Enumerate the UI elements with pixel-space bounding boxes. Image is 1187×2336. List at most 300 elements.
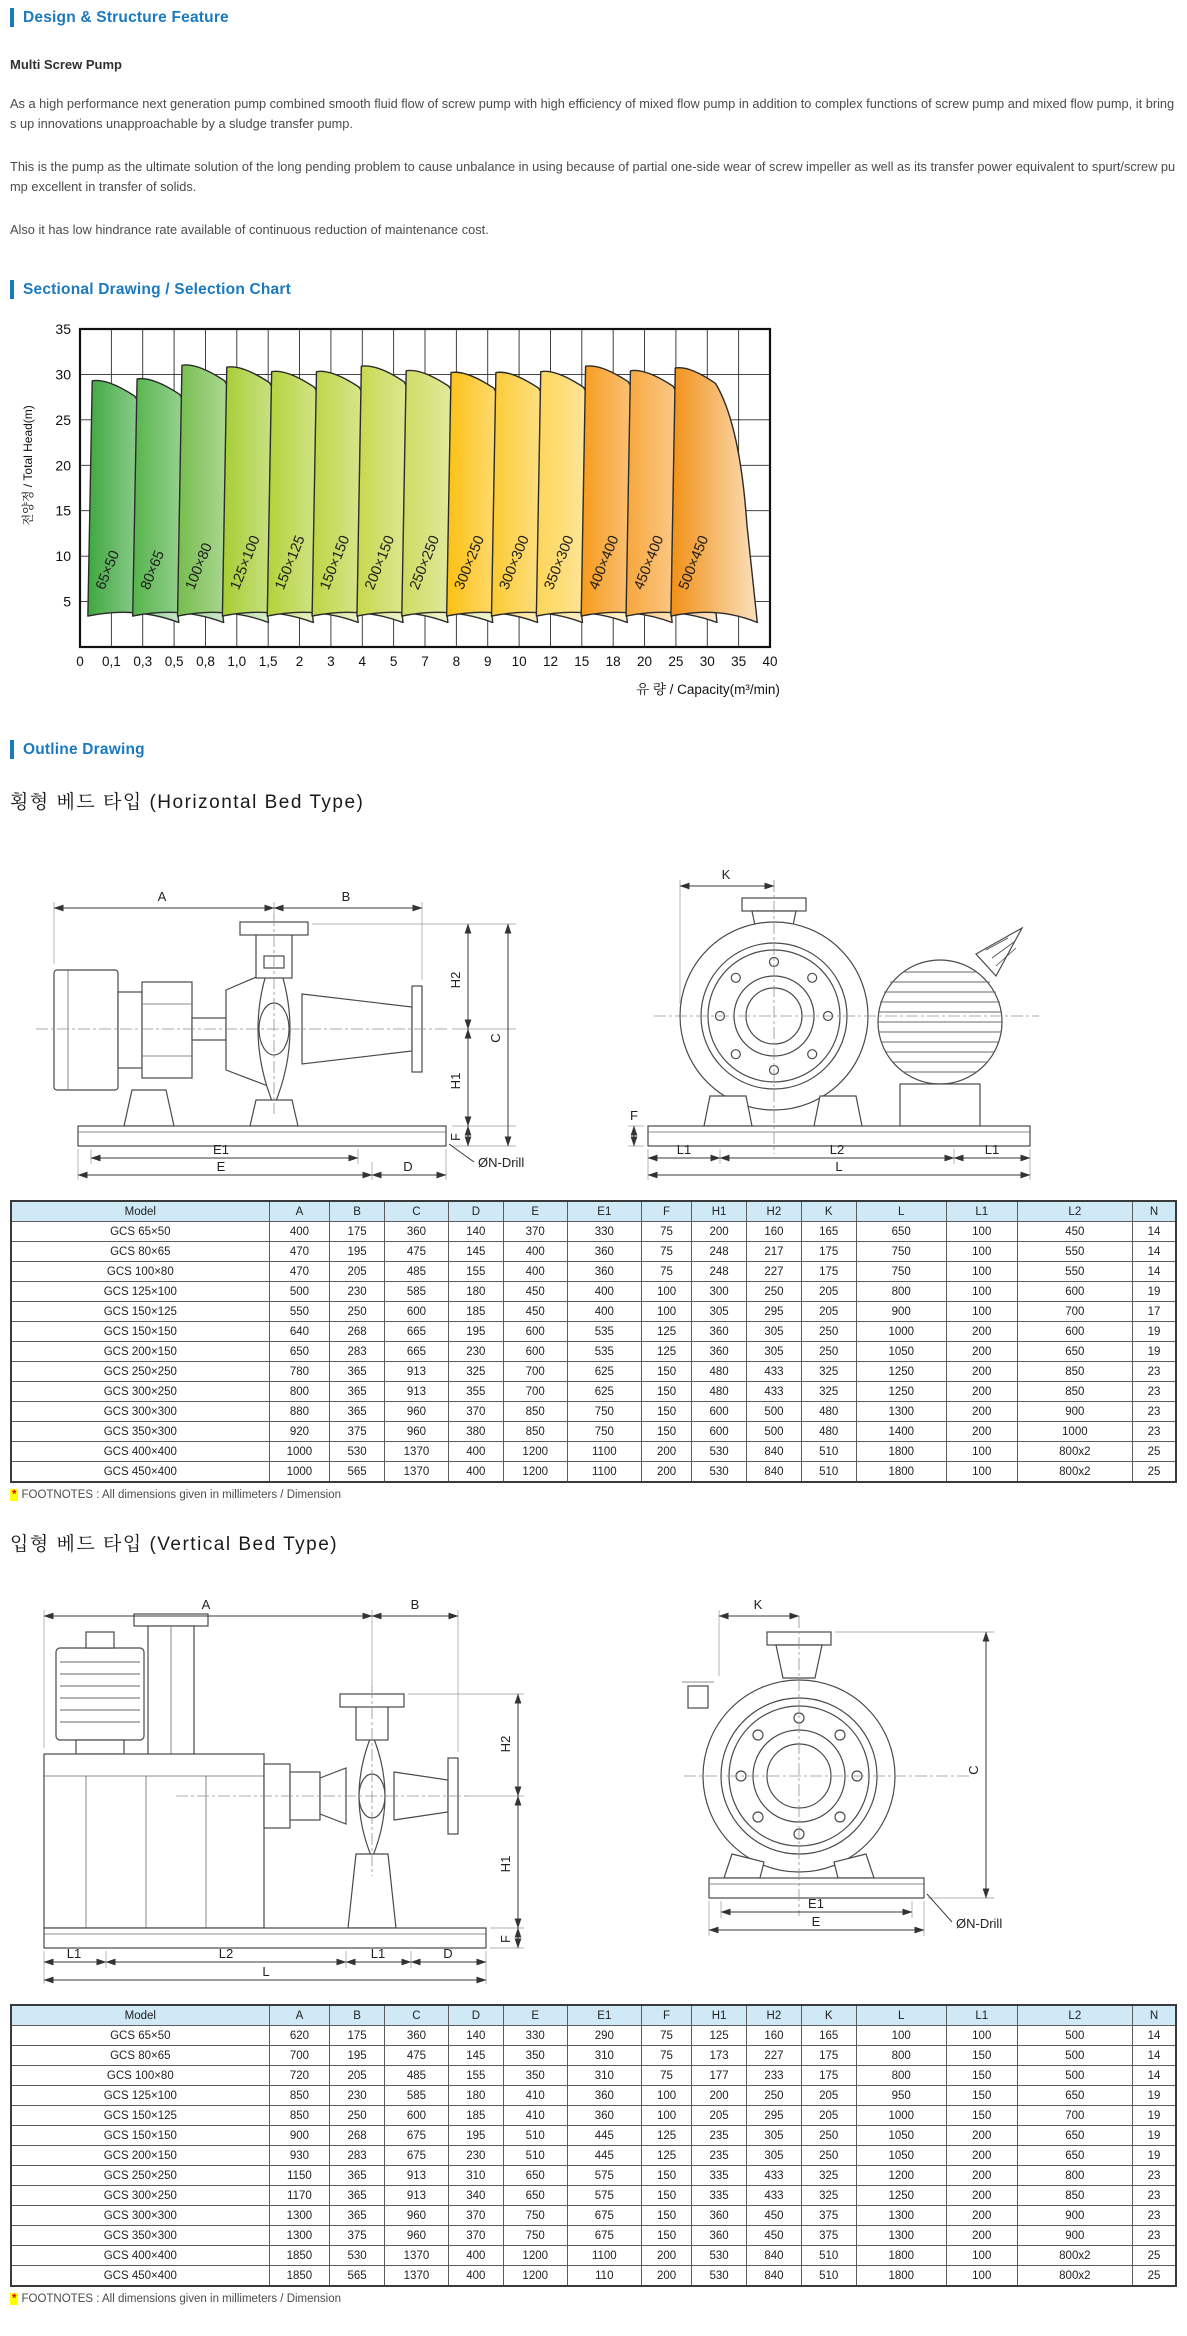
column-header-e1: E1 bbox=[567, 2005, 641, 2026]
svg-text:0,8: 0,8 bbox=[196, 654, 215, 670]
column-header-h2: H2 bbox=[747, 1201, 802, 1222]
svg-text:20: 20 bbox=[55, 457, 71, 474]
dim-label-K: K bbox=[753, 1597, 763, 1613]
x-axis-title: 유 량 / Capacity(m³/min) bbox=[636, 682, 780, 698]
table-row bbox=[11, 2066, 1176, 2086]
dimension-cell: 850 bbox=[269, 2106, 330, 2126]
column-header-l2: L2 bbox=[1017, 2005, 1132, 2026]
dimension-cell: 450 bbox=[747, 2206, 802, 2226]
dimension-cell: 140 bbox=[448, 2026, 503, 2046]
svg-text:35: 35 bbox=[731, 654, 747, 670]
dimension-cell: 530 bbox=[692, 2266, 747, 2287]
table-row bbox=[11, 1222, 1176, 1242]
dimension-cell: 485 bbox=[384, 2066, 448, 2086]
dimension-cell: 310 bbox=[448, 2166, 503, 2186]
dimension-cell: 283 bbox=[330, 2146, 385, 2166]
dimension-cell: 227 bbox=[747, 1262, 802, 1282]
region-label: 300×250 bbox=[451, 533, 488, 593]
dimension-cell: 295 bbox=[747, 2106, 802, 2126]
pump-outline bbox=[682, 1632, 924, 1898]
model-cell: GCS 450×400 bbox=[11, 1462, 269, 1483]
dimension-cell: 700 bbox=[1017, 1302, 1132, 1322]
table-row bbox=[11, 1302, 1176, 1322]
dimension-cell: 375 bbox=[801, 2226, 856, 2246]
dimension-cell: 1200 bbox=[503, 2246, 567, 2266]
dimension-cell: 500 bbox=[269, 1282, 330, 1302]
dimension-cell: 14 bbox=[1133, 1262, 1177, 1282]
dim-label-H2: H2 bbox=[448, 972, 463, 989]
dimension-cell: 450 bbox=[1017, 1222, 1132, 1242]
dimension-cell: 530 bbox=[692, 1442, 747, 1462]
dimension-cell: 400 bbox=[503, 1262, 567, 1282]
dimension-cell: 150 bbox=[641, 1402, 691, 1422]
dimension-cell: 14 bbox=[1133, 2046, 1177, 2066]
dimension-cell: 900 bbox=[856, 1302, 946, 1322]
dimension-cell: 625 bbox=[567, 1382, 641, 1402]
dimension-cell: 23 bbox=[1133, 2186, 1177, 2206]
dimension-cell: 600 bbox=[1017, 1322, 1132, 1342]
dimension-cell: 400 bbox=[567, 1282, 641, 1302]
dimension-cell: 365 bbox=[330, 2206, 385, 2226]
dimension-cell: 700 bbox=[503, 1382, 567, 1402]
dimension-cell: 200 bbox=[946, 1402, 1017, 1422]
dim-label-E1: E1 bbox=[213, 1142, 229, 1158]
svg-text:10: 10 bbox=[55, 548, 71, 565]
table-row bbox=[11, 1282, 1176, 1302]
dimension-cell: 75 bbox=[641, 1222, 691, 1242]
svg-text:5: 5 bbox=[63, 593, 71, 610]
table-header-row bbox=[11, 2005, 1176, 2026]
dimension-cell: 445 bbox=[567, 2126, 641, 2146]
dimension-cell: 180 bbox=[448, 2086, 503, 2106]
dimension-cell: 165 bbox=[801, 2026, 856, 2046]
table-row bbox=[11, 1422, 1176, 1442]
dimension-cell: 920 bbox=[269, 1422, 330, 1442]
dimension-cell: 100 bbox=[641, 1282, 691, 1302]
dimension-cell: 227 bbox=[747, 2046, 802, 2066]
dimension-cell: 217 bbox=[747, 1242, 802, 1262]
dimension-cell: 205 bbox=[801, 2106, 856, 2126]
dimension-cell: 700 bbox=[269, 2046, 330, 2066]
dimension-cell: 365 bbox=[330, 1362, 385, 1382]
table-row bbox=[11, 2086, 1176, 2106]
dimension-cell: 283 bbox=[330, 1342, 385, 1362]
region-label: 400×400 bbox=[586, 533, 623, 593]
dimension-cell: 600 bbox=[692, 1402, 747, 1422]
model-cell: GCS 250×250 bbox=[11, 1362, 269, 1382]
dimension-cell: 335 bbox=[692, 2166, 747, 2186]
region-label: 200×150 bbox=[362, 533, 399, 593]
dimension-cell: 100 bbox=[641, 2086, 691, 2106]
dimension-cell: 200 bbox=[946, 2206, 1017, 2226]
selection-chart bbox=[18, 315, 790, 701]
dimension-cell: 450 bbox=[503, 1282, 567, 1302]
dimension-cell: 19 bbox=[1133, 1282, 1177, 1302]
dimension-cell: 850 bbox=[1017, 1362, 1132, 1382]
dimension-cell: 675 bbox=[567, 2226, 641, 2246]
table-row bbox=[11, 2206, 1176, 2226]
column-header-l1: L1 bbox=[946, 2005, 1017, 2026]
dimension-cell: 900 bbox=[1017, 2226, 1132, 2246]
column-header-model: Model bbox=[11, 2005, 269, 2026]
dimension-cell: 185 bbox=[448, 1302, 503, 1322]
dim-label-L2: L2 bbox=[829, 1142, 845, 1158]
accent-bar bbox=[10, 280, 14, 299]
dimension-cell: 150 bbox=[641, 2206, 691, 2226]
dimension-cell: 23 bbox=[1133, 2226, 1177, 2246]
model-cell: GCS 300×250 bbox=[11, 2186, 269, 2206]
dimension-cell: 840 bbox=[747, 1442, 802, 1462]
dimension-cell: 175 bbox=[801, 1262, 856, 1282]
section-header-sectional bbox=[10, 280, 1177, 299]
dimension-cell: 19 bbox=[1133, 2086, 1177, 2106]
dimension-cell: 433 bbox=[747, 2186, 802, 2206]
dimension-cell: 19 bbox=[1133, 1322, 1177, 1342]
dimension-cell: 850 bbox=[1017, 2186, 1132, 2206]
dimension-cell: 155 bbox=[448, 1262, 503, 1282]
dimension-cell: 800 bbox=[856, 2066, 946, 2086]
dimension-cell: 325 bbox=[448, 1362, 503, 1382]
dim-label-F: F bbox=[448, 1133, 463, 1142]
dimension-cell: 565 bbox=[330, 2266, 385, 2287]
table-row bbox=[11, 2166, 1176, 2186]
product-subtitle: Multi Screw Pump bbox=[10, 57, 122, 72]
dim-label-L2: L2 bbox=[218, 1946, 234, 1962]
dimension-cell: 23 bbox=[1133, 1402, 1177, 1422]
dimension-cell: 205 bbox=[801, 2086, 856, 2106]
section-title: Sectional Drawing / Selection Chart bbox=[23, 280, 291, 298]
table-row bbox=[11, 1382, 1176, 1402]
svg-text:15: 15 bbox=[574, 654, 590, 670]
dimension-cell: 100 bbox=[641, 2106, 691, 2126]
table-row bbox=[11, 2246, 1176, 2266]
dimension-cell: 1850 bbox=[269, 2266, 330, 2287]
dimension-cell: 75 bbox=[641, 2066, 691, 2086]
table-row bbox=[11, 2146, 1176, 2166]
dimension-cell: 750 bbox=[567, 1422, 641, 1442]
dimension-cell: 375 bbox=[801, 2206, 856, 2226]
dimension-cell: 480 bbox=[692, 1362, 747, 1382]
dimension-cell: 140 bbox=[448, 1222, 503, 1242]
dimension-cell: 150 bbox=[946, 2066, 1017, 2086]
dimension-cell: 913 bbox=[384, 1382, 448, 1402]
dimension-cell: 650 bbox=[1017, 2086, 1132, 2106]
dimension-cell: 175 bbox=[801, 2046, 856, 2066]
model-cell: GCS 300×250 bbox=[11, 1382, 269, 1402]
dimension-cell: 100 bbox=[946, 1242, 1017, 1262]
dimension-cell: 1100 bbox=[567, 2246, 641, 2266]
dimension-cell: 800 bbox=[856, 1282, 946, 1302]
dimension-cell: 1200 bbox=[503, 1462, 567, 1483]
svg-text:25: 25 bbox=[55, 412, 71, 429]
dimension-cell: 360 bbox=[567, 1262, 641, 1282]
dimension-cell: 14 bbox=[1133, 1242, 1177, 1262]
dim-label-H2: H2 bbox=[498, 1736, 513, 1753]
dimension-cell: 200 bbox=[641, 1442, 691, 1462]
column-header-c: C bbox=[384, 1201, 448, 1222]
dimension-cell: 250 bbox=[801, 1342, 856, 1362]
dimension-cell: 375 bbox=[330, 2226, 385, 2246]
dim-label-A: A bbox=[201, 1597, 211, 1613]
svg-text:1,5: 1,5 bbox=[258, 654, 278, 670]
dimension-cell: 23 bbox=[1133, 1362, 1177, 1382]
dimension-cell: 400 bbox=[448, 1442, 503, 1462]
dimension-cell: 325 bbox=[801, 2186, 856, 2206]
dimension-cell: 268 bbox=[330, 1322, 385, 1342]
horizontal-drawings bbox=[10, 844, 1177, 1182]
column-header-a: A bbox=[269, 1201, 330, 1222]
column-header-b: B bbox=[330, 2005, 385, 2026]
dimension-cell: 1300 bbox=[269, 2226, 330, 2246]
dimension-cell: 340 bbox=[448, 2186, 503, 2206]
dimension-cell: 200 bbox=[946, 1422, 1017, 1442]
footnote bbox=[10, 1489, 1177, 1501]
svg-text:7: 7 bbox=[421, 654, 429, 670]
dimension-cell: 25 bbox=[1133, 2266, 1177, 2287]
dimension-cell: 195 bbox=[330, 1242, 385, 1262]
dimension-cell: 1100 bbox=[567, 1462, 641, 1483]
dimension-cell: 375 bbox=[330, 1422, 385, 1442]
dimension-cell: 470 bbox=[269, 1242, 330, 1262]
dimension-cell: 200 bbox=[946, 1342, 1017, 1362]
dimension-cell: 233 bbox=[747, 2066, 802, 2086]
dimension-cell: 1000 bbox=[269, 1462, 330, 1483]
dimension-cell: 665 bbox=[384, 1322, 448, 1342]
dimension-cell: 650 bbox=[1017, 2126, 1132, 2146]
dimension-cell: 500 bbox=[1017, 2026, 1132, 2046]
model-cell: GCS 400×400 bbox=[11, 2246, 269, 2266]
model-cell: GCS 150×150 bbox=[11, 1322, 269, 1342]
dimension-cell: 305 bbox=[747, 1322, 802, 1342]
dimension-cell: 550 bbox=[1017, 1242, 1132, 1262]
region-label: 300×300 bbox=[496, 533, 533, 593]
dimension-cell: 1250 bbox=[856, 1362, 946, 1382]
svg-text:0,1: 0,1 bbox=[101, 654, 121, 670]
svg-text:5: 5 bbox=[389, 654, 398, 670]
column-header-e1: E1 bbox=[567, 1201, 641, 1222]
column-header-h1: H1 bbox=[692, 2005, 747, 2026]
dimension-cell: 200 bbox=[692, 2086, 747, 2106]
dimension-cell: 650 bbox=[503, 2186, 567, 2206]
svg-text:12: 12 bbox=[542, 654, 558, 670]
dimension-cell: 500 bbox=[1017, 2046, 1132, 2066]
dimension-cell: 200 bbox=[946, 2146, 1017, 2166]
dimension-cell: 173 bbox=[692, 2046, 747, 2066]
dimension-cell: 330 bbox=[567, 1222, 641, 1242]
dimension-cell: 14 bbox=[1133, 1222, 1177, 1242]
dimension-cell: 305 bbox=[747, 2146, 802, 2166]
dimension-cell: 325 bbox=[801, 1362, 856, 1382]
dimension-cell: 575 bbox=[567, 2166, 641, 2186]
dimension-cell: 433 bbox=[747, 2166, 802, 2186]
svg-text:3: 3 bbox=[327, 654, 335, 670]
dimension-cell: 700 bbox=[503, 1362, 567, 1382]
dimension-cell: 410 bbox=[503, 2086, 567, 2106]
dimension-cell: 330 bbox=[503, 2026, 567, 2046]
table-row bbox=[11, 2126, 1176, 2146]
dimension-cell: 433 bbox=[747, 1362, 802, 1382]
dimension-cell: 445 bbox=[567, 2146, 641, 2166]
dimension-cell: 400 bbox=[503, 1242, 567, 1262]
dimension-cell: 960 bbox=[384, 1402, 448, 1422]
dimension-cell: 1300 bbox=[856, 1402, 946, 1422]
table-row bbox=[11, 2266, 1176, 2287]
dimension-cell: 305 bbox=[747, 2126, 802, 2146]
dimension-cell: 230 bbox=[330, 2086, 385, 2106]
table-header-row bbox=[11, 1201, 1176, 1222]
dimension-cell: 640 bbox=[269, 1322, 330, 1342]
dimension-cell: 205 bbox=[692, 2106, 747, 2126]
dimension-cell: 360 bbox=[567, 1242, 641, 1262]
dim-label-H1: H1 bbox=[498, 1856, 513, 1873]
dimension-cell: 100 bbox=[856, 2026, 946, 2046]
dimension-cell: 125 bbox=[641, 1322, 691, 1342]
dimension-cell: 150 bbox=[946, 2106, 1017, 2126]
dimension-cell: 125 bbox=[641, 2126, 691, 2146]
dimension-cell: 625 bbox=[567, 1362, 641, 1382]
dimension-cell: 675 bbox=[384, 2126, 448, 2146]
dimension-cell: 100 bbox=[641, 1302, 691, 1322]
model-cell: GCS 150×125 bbox=[11, 1302, 269, 1322]
svg-text:0,5: 0,5 bbox=[164, 654, 184, 670]
dim-label-L1: L1 bbox=[370, 1946, 386, 1962]
dimension-cell: 850 bbox=[503, 1422, 567, 1442]
svg-text:4: 4 bbox=[358, 654, 367, 670]
vertical-side-drawing bbox=[16, 1586, 576, 1986]
model-cell: GCS 150×125 bbox=[11, 2106, 269, 2126]
horizontal-bed-heading: 횡형 베드 타입 (Horizontal Bed Type) bbox=[10, 792, 365, 814]
dimension-cell: 160 bbox=[747, 2026, 802, 2046]
dimension-cell: 1000 bbox=[269, 1442, 330, 1462]
dimension-cell: 450 bbox=[747, 2226, 802, 2246]
dimension-cell: 510 bbox=[503, 2146, 567, 2166]
dimension-cell: 75 bbox=[641, 1242, 691, 1262]
dimension-cell: 400 bbox=[448, 1462, 503, 1483]
dimension-cell: 530 bbox=[692, 2246, 747, 2266]
dimension-cell: 1850 bbox=[269, 2246, 330, 2266]
dimension-cell: 160 bbox=[747, 1222, 802, 1242]
dimension-cell: 850 bbox=[1017, 1382, 1132, 1402]
column-header-f: F bbox=[641, 1201, 691, 1222]
dim-label-H1: H1 bbox=[448, 1073, 463, 1090]
dimension-cell: 305 bbox=[692, 1302, 747, 1322]
dimension-cell: 100 bbox=[946, 1442, 1017, 1462]
dimension-cell: 750 bbox=[856, 1242, 946, 1262]
dimension-cell: 650 bbox=[269, 1342, 330, 1362]
dimension-cell: 1200 bbox=[856, 2166, 946, 2186]
dimension-cell: 360 bbox=[692, 2206, 747, 2226]
column-header-f: F bbox=[641, 2005, 691, 2026]
dimension-cell: 750 bbox=[856, 1262, 946, 1282]
vertical-bed-dimension-table bbox=[10, 2004, 1177, 2287]
table-row bbox=[11, 1242, 1176, 1262]
column-header-c: C bbox=[384, 2005, 448, 2026]
horizontal-side-drawing bbox=[16, 844, 576, 1182]
column-header-d: D bbox=[448, 1201, 503, 1222]
table-row bbox=[11, 1402, 1176, 1422]
dimension-cell: 365 bbox=[330, 1402, 385, 1422]
dimension-cell: 550 bbox=[1017, 1262, 1132, 1282]
dimension-cell: 800 bbox=[856, 2046, 946, 2066]
dimension-cell: 360 bbox=[692, 1342, 747, 1362]
dimension-cell: 175 bbox=[330, 2026, 385, 2046]
svg-text:30: 30 bbox=[699, 654, 715, 670]
dimension-cell: 150 bbox=[641, 1382, 691, 1402]
dimension-cell: 550 bbox=[269, 1302, 330, 1322]
dimension-cell: 1370 bbox=[384, 1462, 448, 1483]
column-header-n: N bbox=[1133, 2005, 1177, 2026]
model-cell: GCS 100×80 bbox=[11, 2066, 269, 2086]
dimension-cell: 1150 bbox=[269, 2166, 330, 2186]
dimension-cell: 1200 bbox=[503, 1442, 567, 1462]
dimension-cell: 230 bbox=[448, 1342, 503, 1362]
model-cell: GCS 200×150 bbox=[11, 1342, 269, 1362]
svg-text:1,0: 1,0 bbox=[227, 654, 247, 670]
dimension-cell: 675 bbox=[384, 2146, 448, 2166]
dim-label-D: D bbox=[403, 1159, 413, 1175]
dim-label-E: E bbox=[811, 1914, 821, 1930]
dimension-cell: 510 bbox=[801, 1462, 856, 1483]
dimension-cell: 235 bbox=[692, 2146, 747, 2166]
dimension-cell: 1800 bbox=[856, 2246, 946, 2266]
column-header-a: A bbox=[269, 2005, 330, 2026]
model-cell: GCS 350×300 bbox=[11, 1422, 269, 1442]
dim-label-E: E bbox=[216, 1159, 226, 1175]
dimension-cell: 950 bbox=[856, 2086, 946, 2106]
region-label: 150×150 bbox=[317, 533, 354, 593]
region-label: 150×125 bbox=[272, 533, 309, 593]
dimension-cell: 1000 bbox=[856, 1322, 946, 1342]
column-header-model: Model bbox=[11, 1201, 269, 1222]
model-cell: GCS 80×65 bbox=[11, 2046, 269, 2066]
dimension-cell: 510 bbox=[801, 1442, 856, 1462]
pump-outline bbox=[54, 922, 446, 1146]
dim-label-L: L bbox=[835, 1159, 843, 1175]
dimension-cell: 880 bbox=[269, 1402, 330, 1422]
dimension-cell: 1370 bbox=[384, 1442, 448, 1462]
dimension-cell: 365 bbox=[330, 1382, 385, 1402]
dimension-cell: 600 bbox=[692, 1422, 747, 1442]
dimension-cell: 23 bbox=[1133, 2166, 1177, 2186]
dimension-cell: 450 bbox=[503, 1302, 567, 1322]
model-cell: GCS 450×400 bbox=[11, 2266, 269, 2287]
model-cell: GCS 65×50 bbox=[11, 2026, 269, 2046]
dimension-cell: 600 bbox=[503, 1342, 567, 1362]
dimension-cell: 360 bbox=[567, 2106, 641, 2126]
dimension-cell: 650 bbox=[503, 2166, 567, 2186]
dim-label-D: D bbox=[443, 1946, 453, 1962]
table-row bbox=[11, 1322, 1176, 1342]
dim-label-C: C bbox=[966, 1765, 981, 1776]
dimension-cell: 360 bbox=[692, 2226, 747, 2246]
dimension-cell: 850 bbox=[503, 1402, 567, 1422]
table-row bbox=[11, 2046, 1176, 2066]
dimension-cell: 600 bbox=[384, 2106, 448, 2126]
dimension-cell: 480 bbox=[801, 1422, 856, 1442]
dimension-cell: 205 bbox=[330, 1262, 385, 1282]
dim-label-E1: E1 bbox=[808, 1896, 824, 1912]
dimension-cell: 100 bbox=[946, 1462, 1017, 1483]
dimension-cell: 650 bbox=[1017, 2146, 1132, 2166]
column-header-l: L bbox=[856, 1201, 946, 1222]
dimension-cell: 175 bbox=[801, 1242, 856, 1262]
dimension-cell: 900 bbox=[1017, 2206, 1132, 2226]
dimension-cell: 75 bbox=[641, 1262, 691, 1282]
dimension-cell: 125 bbox=[641, 1342, 691, 1362]
dimension-cell: 913 bbox=[384, 2166, 448, 2186]
y-tick-labels bbox=[55, 321, 71, 610]
dimension-cell: 510 bbox=[801, 2266, 856, 2287]
